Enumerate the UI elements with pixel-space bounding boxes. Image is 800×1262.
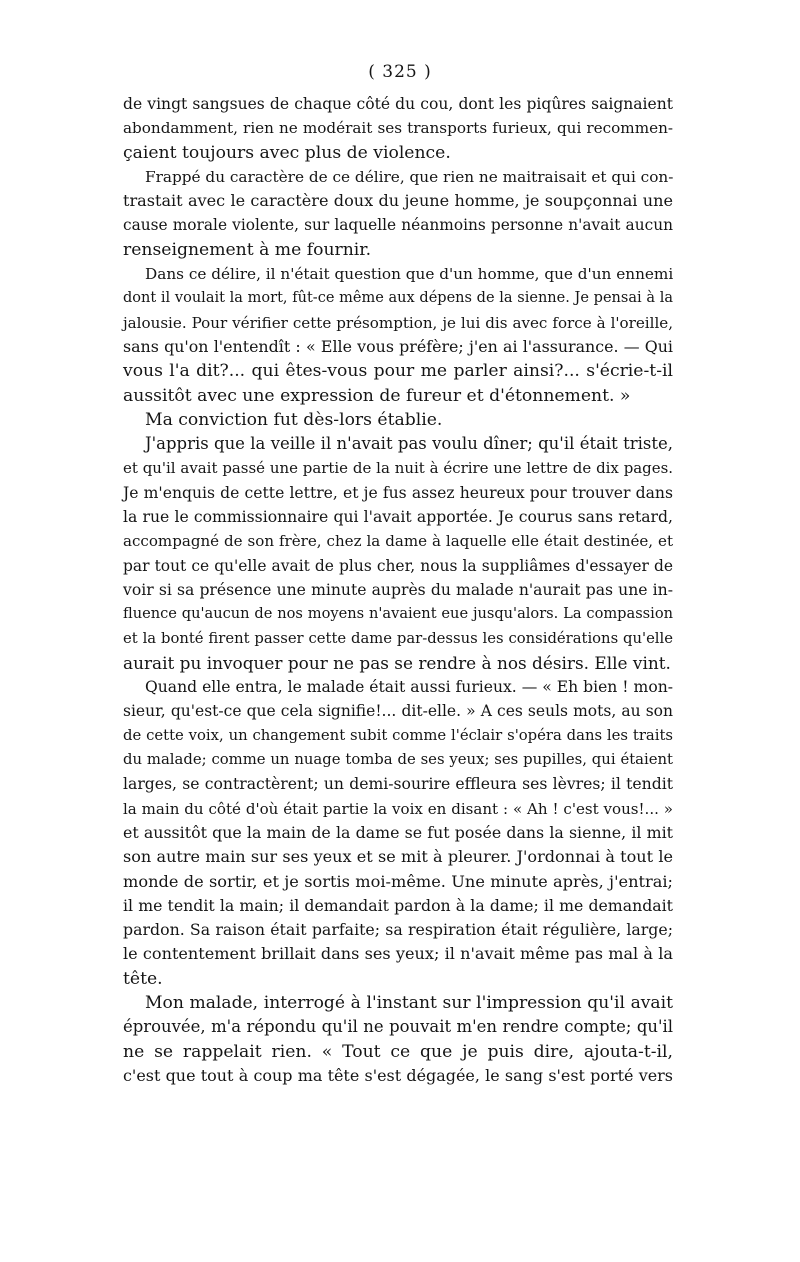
text-line: Je m'enquis de cette lettre, et je fus assez heureux pour trouver dans [123,483,673,502]
text-line: Frappé du caractère de ce délire, que rien ne maitraisait et qui con- [145,167,674,186]
text-line: et aussitôt que la main de la dame se fut posée dans la sienne, il mit [123,822,673,842]
text-line: fluence qu'aucun de nos moyens n'avaient eue jusqu'alors. La compassion [123,605,673,623]
text-line: c'est que tout à coup ma tête s'est dégagée, le sang s'est porté vers [123,1065,673,1085]
body-text [123,92,673,1088]
text-line: et qu'il avait passé une partie de la nuit à écrire une lettre de dix pages. [123,459,673,478]
text-line: vous l'a dit?... qui êtes-vous pour me parler ainsi?... s'écrie-t-il [123,361,673,382]
text-line: sans qu'on l'entendît : « Elle vous préfère; j'en ai l'assurance. — Qui [123,336,673,356]
text-line: le contentement brillait dans ses yeux; il n'avait même pas mal à la [123,944,673,964]
text-line: renseignement à me fournir. [123,239,372,260]
text-line: larges, se contractèrent; un demi-sourire effleura ses lèvres; il tendit [123,774,673,794]
text-line: sieur, qu'est-ce que cela signifie!... dit-elle. » A ces seuls mots, au son [123,702,673,721]
text-line: dont il voulait la mort, fût-ce même aux dépens de la sienne. Je pensai à la [123,290,673,307]
text-line: de cette voix, un changement subit comme l'éclair s'opéra dans les traits [123,726,673,744]
text-line: ne se rappelait rien. « Tout ce que je puis dire, ajouta-t-il, [123,1041,673,1062]
page-number: ( 325 ) [368,62,432,82]
text-line: Ma conviction fut dès-lors établie. [145,409,443,430]
text-line: par tout ce qu'elle avait de plus cher, nous la suppliâmes d'essayer de [123,556,673,575]
text-line: cause morale violente, sur laquelle néanmoins personne n'avait aucun [123,216,673,235]
text-line: trastait avec le caractère doux du jeune homme, je soupçonnai une [123,191,673,211]
text-line: voir si sa présence une minute auprès du malade n'aurait pas une in- [123,580,673,599]
text-line: tête. [123,968,163,989]
text-line: il me tendit la main; il demandait pardon à la dame; il me demandait [123,895,673,915]
text-line: la rue le commissionnaire qui l'avait apportée. Je courus sans retard, [123,507,673,527]
text-line: çaient toujours avec plus de violence. [123,142,451,163]
text-line: Quand elle entra, le malade était aussi furieux. — « Eh bien ! mon- [145,678,673,697]
text-line: et la bonté firent passer cette dame par-dessus les considérations qu'elle [123,629,673,647]
text-line: J'appris que la veille il n'avait pas voulu dîner; qu'il était triste, [145,434,673,454]
text-line: de vingt sangsues de chaque côté du cou, dont les piqûres saignaient [123,95,673,113]
text-line: aurait pu invoquer pour ne pas se rendre à nos désirs. Elle vint. [123,652,671,673]
text-line: monde de sortir, et je sortis moi-même. Une minute après, j'entrai; [123,871,673,891]
text-line: abondamment, rien ne modérait ses transports furieux, qui recommen- [123,119,673,138]
text-line: du malade; comme un nuage tomba de ses yeux; ses pupilles, qui étaient [123,751,673,769]
text-line: son autre main sur ses yeux et se mit à pleurer. J'ordonnai à tout le [123,847,673,867]
text-line: aussitôt avec une expression de fureur et d'étonnement. » [123,385,631,406]
text-line: pardon. Sa raison était parfaite; sa respiration était régulière, large; [123,920,673,940]
text-line: Dans ce délire, il n'était question que d'un homme, que d'un ennemi [145,265,674,284]
text-line: la main du côté d'où était partie la voix en disant : « Ah ! c'est vous!... » [123,799,673,818]
text-line: accompagné de son frère, chez la dame à laquelle elle était destinée, et [123,532,673,551]
text-line: jalousie. Pour vérifier cette présomption, je lui dis avec force à l'oreille, [123,313,673,332]
text-line: éprouvée, m'a répondu qu'il ne pouvait m'en rendre compte; qu'il [123,1017,673,1037]
text-line: Mon malade, interrogé à l'instant sur l'impression qu'il avait [145,992,673,1013]
